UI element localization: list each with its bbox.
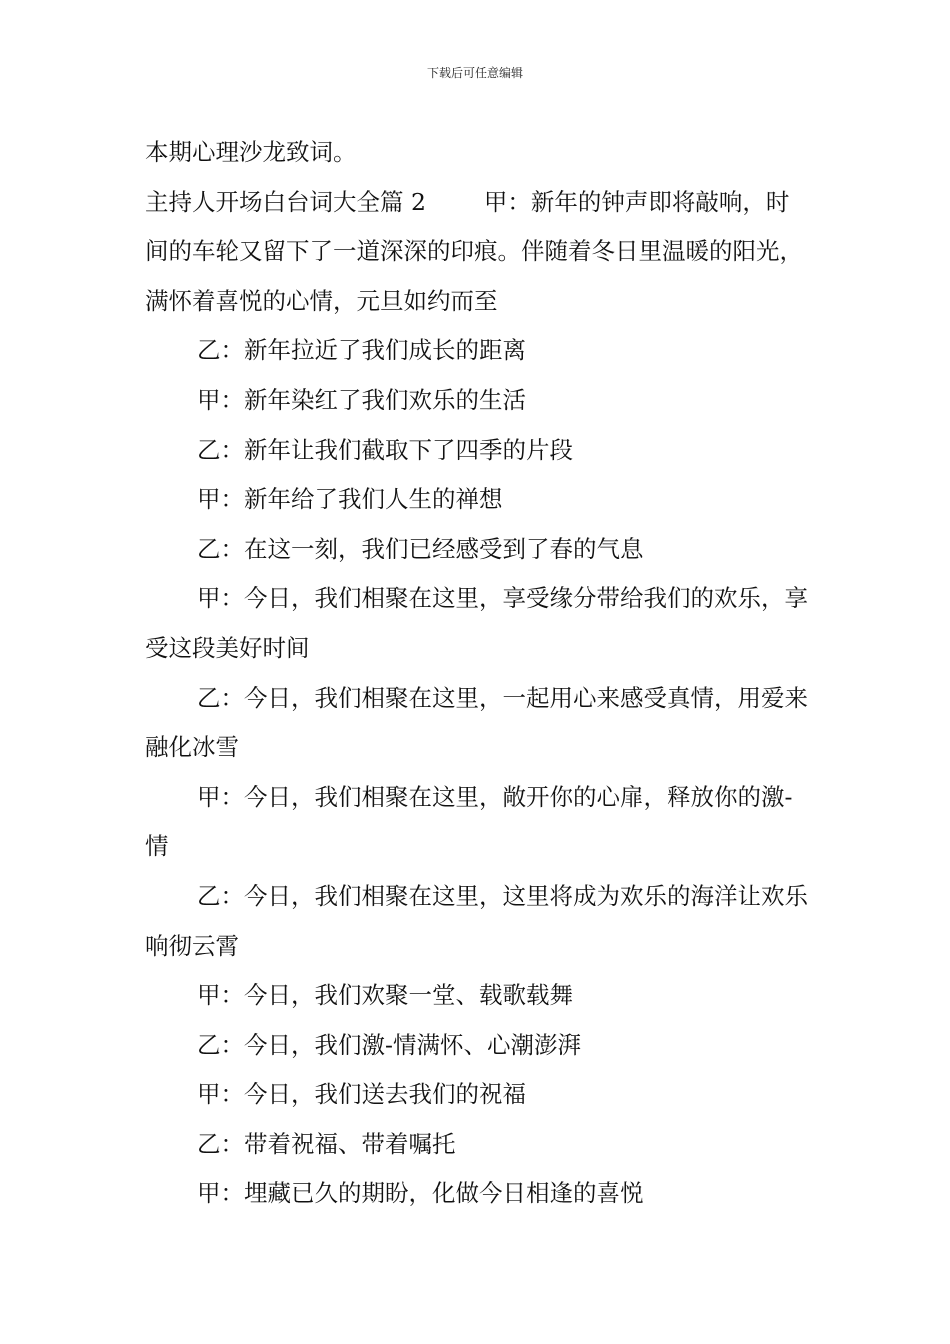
paragraph-4: 乙：新年拉近了我们成长的距离 xyxy=(197,336,526,365)
document-body xyxy=(145,128,810,1219)
paragraph-5: 甲：新年染红了我们欢乐的生活 xyxy=(197,385,526,414)
paragraph-16: 乙：带着祝福、带着嘱托 xyxy=(197,1129,456,1158)
paragraph-1: 本期心理沙龙致词。 xyxy=(145,138,357,166)
paragraph-10: 乙：今日，我们相聚在这里，一起用心来感受真情，用爱来融化冰雪 xyxy=(145,683,808,762)
section-title: 主持人开场白台词大全篇 2 xyxy=(145,187,426,216)
paragraph-15: 甲：今日，我们送去我们的祝福 xyxy=(197,1080,526,1109)
paragraph-13: 甲：今日，我们欢聚一堂、载歌载舞 xyxy=(197,981,573,1010)
paragraph-11: 甲：今日，我们相聚在这里，敞开你的心扉，释放你的激-情 xyxy=(145,782,793,861)
paragraph-6: 乙：新年让我们截取下了四季的片段 xyxy=(197,435,573,464)
paragraph-9: 甲：今日，我们相聚在这里，享受缘分带给我们的欢乐，享受这段美好时间 xyxy=(145,584,808,662)
paragraph-14: 乙：今日，我们激-情满怀、心潮澎湃 xyxy=(197,1030,581,1059)
paragraph-3: 甲：新年的钟声即将敲响，时间的车轮又留下了一道深深的印痕。伴随着冬日里温暖的阳光，满怀着喜悦的心情，元旦如约而至 xyxy=(145,187,803,315)
paragraph-17: 甲：埋藏已久的期盼，化做今日相逢的喜悦 xyxy=(197,1179,644,1208)
paragraph-7: 甲：新年给了我们人生的禅想 xyxy=(197,485,503,514)
paragraph-2 xyxy=(145,178,810,327)
paragraph-8: 乙：在这一刻，我们已经感受到了春的气息 xyxy=(197,534,644,563)
page-header: 下载后可任意编辑 xyxy=(426,66,523,80)
paragraph-12: 乙：今日，我们相聚在这里，这里将成为欢乐的海洋让欢乐响彻云霄 xyxy=(145,881,808,960)
